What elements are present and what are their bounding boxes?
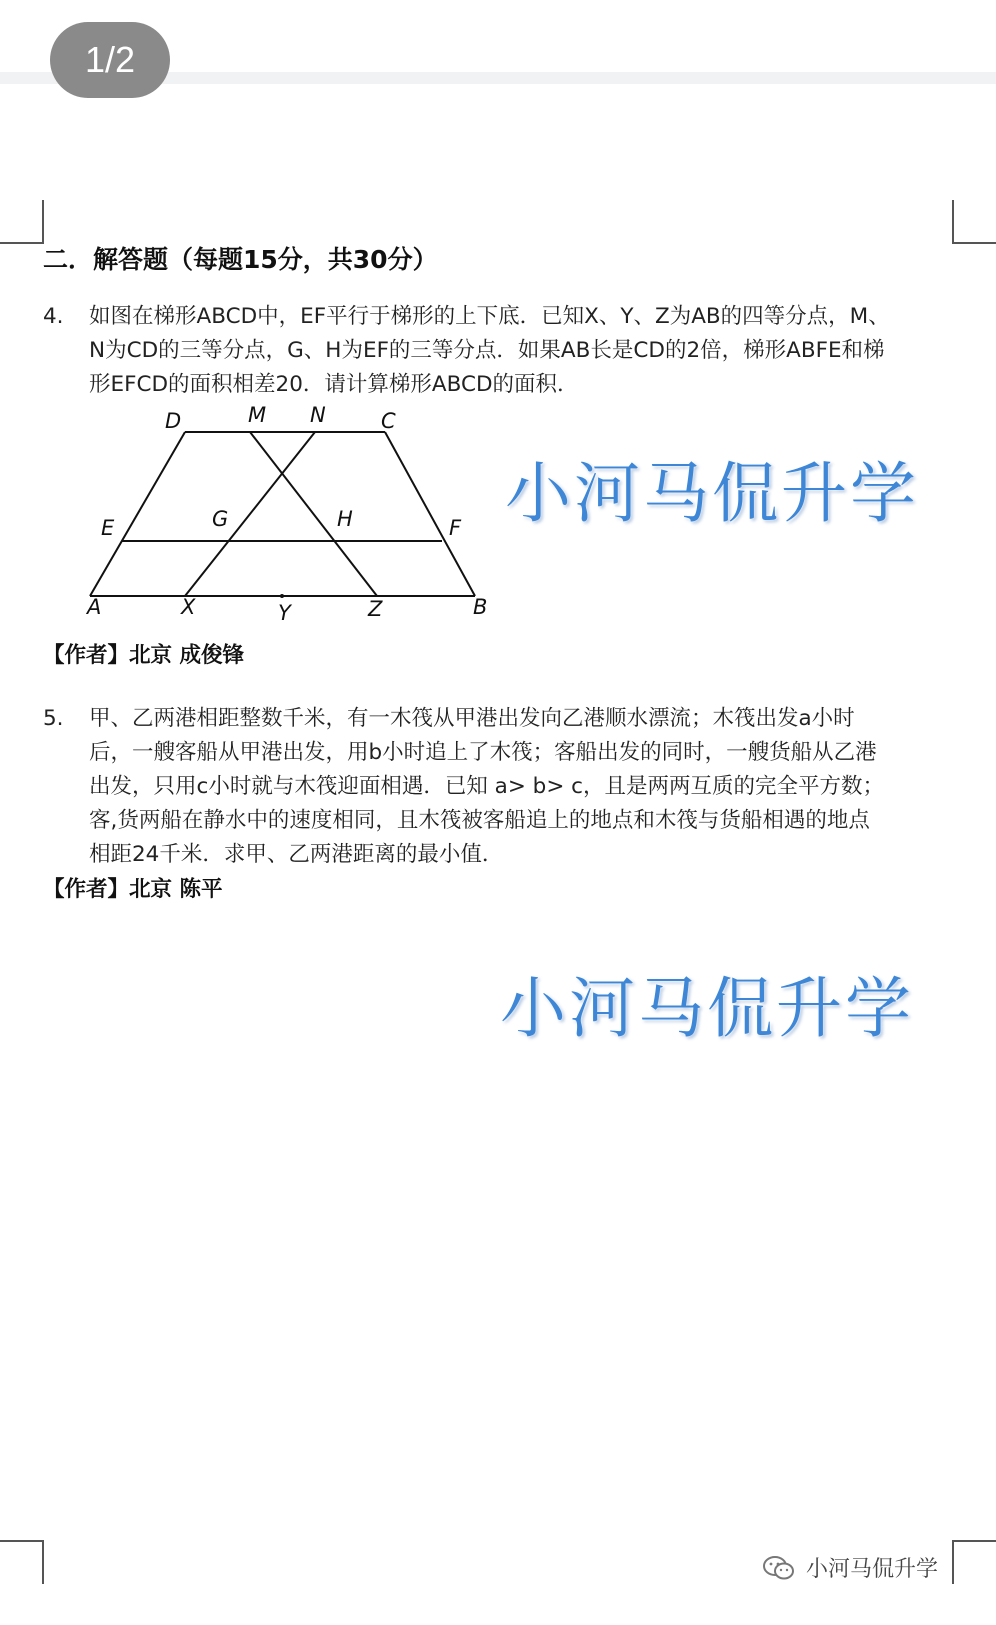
label-x: X [181,595,196,619]
label-g: G [212,507,229,531]
problem-line: 形EFCD的面积相差20．请计算梯形ABCD的面积． [89,372,579,397]
problem-line: 如图在梯形ABCD中，EF平行于梯形的上下底．已知X、Y、Z为AB的四等分点，M、 [89,304,890,329]
label-d: D [165,409,182,433]
segment-bc [385,432,475,596]
page-indicator[interactable]: 1/2 [50,22,170,98]
watermark-text: 小河马侃升学 [505,455,919,532]
problem-4-author: 【作者】北京 成俊锋 [43,643,244,668]
crop-mark-top-right [952,200,996,244]
segment-mz [250,432,377,596]
crop-mark-top-left [0,200,44,244]
crop-mark-bottom-left [0,1540,44,1584]
problem-4 [43,300,943,402]
wechat-attribution [762,1552,938,1583]
label-b: B [473,595,488,619]
problem-body [89,702,943,872]
label-e: E [101,516,115,540]
problem-number: 5. [43,706,64,731]
label-f: F [449,516,462,540]
wechat-account-name: 小河马侃升学 [806,1557,939,1582]
segment-ad [90,432,185,596]
problem-number: 4. [43,304,64,329]
problem-5 [43,702,943,872]
problem-line: 出发，只用c小时就与木筏迎面相遇．已知 a> b> c，且是两两互质的完全平方数； [89,774,884,799]
section-title: 二．解答题（每题15分，共30分） [43,245,438,274]
problem-line: N为CD的三等分点，G、H为EF的三等分点．如果AB长是CD的2倍，梯形ABFE和梯 [89,338,885,363]
point-y [280,594,284,598]
segment-nx [185,432,315,596]
label-c: C [381,409,396,433]
label-y: Y [278,601,291,625]
crop-mark-bottom-right [952,1540,996,1584]
trapezoid-diagram [85,400,505,630]
watermark-text: 小河马侃升学 [500,970,914,1047]
label-a: A [87,595,102,619]
problem-line: 甲、乙两港相距整数千米，有一木筏从甲港出发向乙港顺水漂流；木筏出发a小时 [89,706,855,731]
wechat-icon [762,1554,796,1582]
problem-line: 后，一艘客船从甲港出发，用b小时追上了木筏；客船出发的同时，一艘货船从乙港 [89,740,877,765]
label-z: Z [368,597,383,621]
problem-line: 相距24千米．求甲、乙两港距离的最小值． [89,842,504,867]
problem-5-author: 【作者】北京 陈平 [43,877,223,902]
problem-body [89,300,943,402]
label-h: H [337,507,353,531]
problem-line: 客,货两船在静水中的速度相同，且木筏被客船追上的地点和木筏与货船相遇的地点 [89,808,870,833]
label-n: N [310,403,326,427]
label-m: M [248,403,267,427]
